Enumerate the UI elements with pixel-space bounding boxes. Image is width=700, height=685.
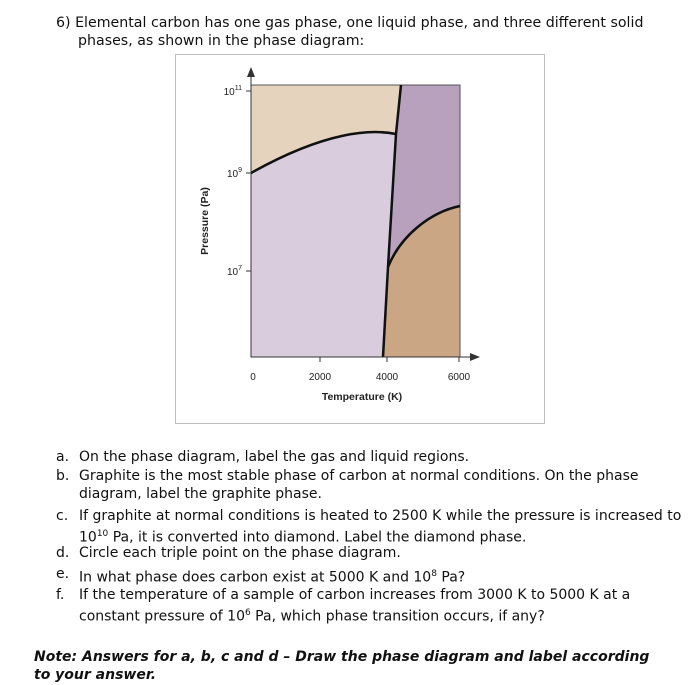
- x-tick-label-4000: 4000: [375, 372, 399, 383]
- subquestion-d-letter: d.: [56, 545, 70, 561]
- y-axis-arrow: [247, 67, 255, 77]
- subquestion-f-letter: f.: [56, 587, 65, 603]
- subquestion-c-text-1: If graphite at normal conditions is heated to 2500 K while the pressure is increased to: [79, 508, 682, 524]
- subquestion-f-exponent: 6: [245, 608, 251, 618]
- question-line-2: phases, as shown in the phase diagram:: [78, 33, 365, 49]
- subquestion-f-head: constant pressure of 10: [79, 608, 245, 625]
- phase-diagram-chart: [176, 55, 544, 423]
- x-tick-label-0: 0: [250, 372, 256, 383]
- subquestion-c-letter: c.: [56, 508, 69, 524]
- subquestion-b-text-1: Graphite is the most stable phase of carbon at normal conditions. On the phase: [79, 468, 639, 484]
- subquestion-e-letter: e.: [56, 566, 70, 582]
- x-axis-arrow: [470, 353, 480, 361]
- subquestion-e-head: In what phase does carbon exist at 5000 K and 10: [79, 569, 432, 586]
- y-tick-label-1e9: $10^9$: [226, 167, 242, 180]
- subquestion-c-base: 10: [79, 529, 97, 546]
- subquestion-e-tail: Pa?: [436, 569, 466, 586]
- y-tick-label-1e7: $10^7$: [226, 265, 242, 278]
- subquestion-a-letter: a.: [56, 449, 70, 465]
- subquestion-c-text-2: [79, 526, 526, 547]
- phase-diagram-figure: [175, 54, 545, 424]
- subquestion-e-text: [79, 566, 465, 587]
- subquestion-c-exponent: 10: [96, 529, 109, 539]
- y-tick-label-1e11: $10^{11}$: [223, 85, 242, 98]
- x-axis-title: Temperature (K): [321, 391, 403, 403]
- subquestion-f-text-1: If the temperature of a sample of carbon increases from 3000 K to 5000 K at a: [79, 587, 631, 603]
- x-tick-label-2000: 2000: [308, 372, 332, 383]
- answer-note: Note: Answers for a, b, c and d – Draw the phase diagram and label according to your answer.: [34, 649, 650, 683]
- subquestion-e-exponent: 8: [431, 569, 437, 579]
- large-lower-region: [251, 132, 396, 357]
- x-tick-label-6000: 6000: [447, 372, 471, 383]
- y-axis-title: Pressure (Pa): [199, 187, 211, 255]
- question-line-1: 6) Elemental carbon has one gas phase, one liquid phase, and three different solid: [56, 15, 644, 31]
- subquestion-d-text: Circle each triple point on the phase diagram.: [79, 545, 401, 561]
- subquestion-b-letter: b.: [56, 468, 70, 484]
- subquestion-f-text-2: [79, 605, 545, 626]
- subquestion-b-text-2: diagram, label the graphite phase.: [79, 486, 322, 502]
- subquestion-a-text: On the phase diagram, label the gas and liquid regions.: [79, 449, 470, 465]
- subquestion-c-tail: Pa, it is converted into diamond. Label the diamond phase.: [108, 529, 527, 546]
- subquestion-f-tail: Pa, which phase transition occurs, if any?: [250, 608, 545, 625]
